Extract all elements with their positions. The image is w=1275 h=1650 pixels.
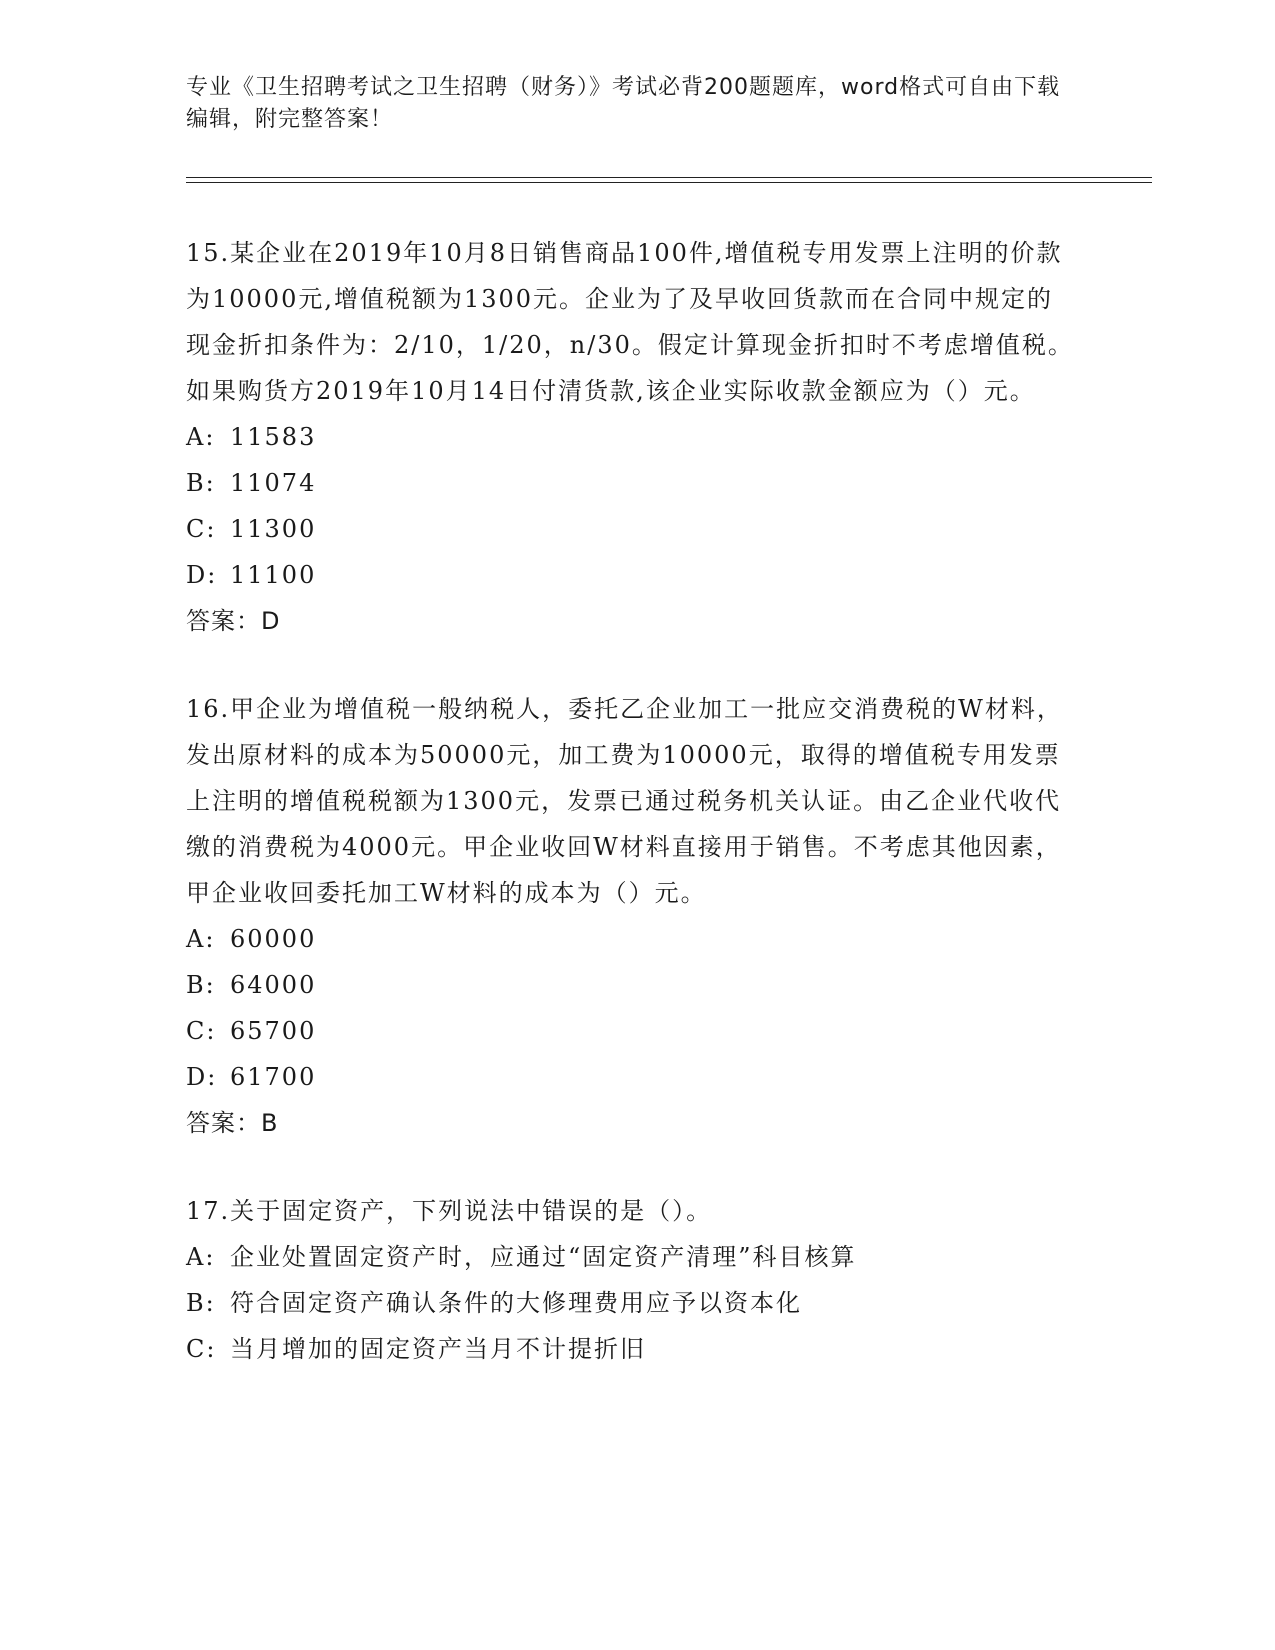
option-c bbox=[186, 1326, 1076, 1372]
option-key: A: bbox=[186, 1243, 216, 1271]
header-divider-bottom bbox=[186, 182, 1152, 183]
option-key: B: bbox=[186, 469, 216, 497]
option-c bbox=[186, 506, 1076, 552]
question-17 bbox=[186, 1188, 1076, 1372]
option-b bbox=[186, 962, 1076, 1008]
question-15 bbox=[186, 230, 1076, 644]
option-key: D: bbox=[186, 1063, 218, 1091]
option-text: 61700 bbox=[230, 1063, 317, 1091]
option-b bbox=[186, 460, 1076, 506]
option-text: 11300 bbox=[230, 515, 317, 543]
option-key: C: bbox=[186, 515, 217, 543]
option-d bbox=[186, 1054, 1076, 1100]
answer-label: 答案：D bbox=[186, 607, 281, 635]
option-key: C: bbox=[186, 1017, 217, 1045]
option-text: 60000 bbox=[230, 925, 317, 953]
question-stem: 15.某企业在2019年10月8日销售商品100件,增值税专用发票上注明的价款为10000元,增值税额为1300元。企业为了及早收回货款而在合同中规定的现金折扣条件为：2/10，1/20，n/30。假定计算现金折扣时不考虑增值税。如果购货方2019年10月14日付清货款,该企业实际收款金额应为（）元。 bbox=[186, 239, 1074, 405]
answer-label: 答案：B bbox=[186, 1109, 279, 1137]
option-d bbox=[186, 552, 1076, 598]
header-title: 专业《卫生招聘考试之卫生招聘（财务）》考试必背200题题库，word格式可自由下载编辑，附完整答案！ bbox=[186, 75, 1061, 132]
question-stem: 17.关于固定资产，下列说法中错误的是（）。 bbox=[186, 1197, 713, 1225]
option-text: 当月增加的固定资产当月不计提折旧 bbox=[230, 1335, 646, 1363]
question-stem: 16.甲企业为增值税一般纳税人，委托乙企业加工一批应交消费税的W材料，发出原材料的成本为50000元，加工费为10000元，取得的增值税专用发票上注明的增值税税额为1300元，发票已通过税务机关认证。由乙企业代收代缴的消费税为4000元。甲企业收回W材料直接用于销售。不考虑其他因素，甲企业收回委托加工W材料的成本为（）元。 bbox=[186, 695, 1063, 907]
document-header bbox=[186, 72, 1066, 136]
option-text: 符合固定资产确认条件的大修理费用应予以资本化 bbox=[230, 1289, 802, 1317]
option-key: B: bbox=[186, 1289, 216, 1317]
option-a bbox=[186, 414, 1076, 460]
option-key: A: bbox=[186, 423, 216, 451]
option-text: 11100 bbox=[230, 561, 317, 589]
option-a bbox=[186, 1234, 1076, 1280]
question-16 bbox=[186, 686, 1076, 1146]
option-text: 64000 bbox=[230, 971, 317, 999]
option-text: 11583 bbox=[230, 423, 317, 451]
option-key: C: bbox=[186, 1335, 217, 1363]
option-text: 企业处置固定资产时，应通过“固定资产清理”科目核算 bbox=[230, 1243, 857, 1271]
option-key: B: bbox=[186, 971, 216, 999]
option-text: 65700 bbox=[230, 1017, 317, 1045]
option-a bbox=[186, 916, 1076, 962]
question-list bbox=[186, 230, 1076, 1414]
option-b bbox=[186, 1280, 1076, 1326]
header-divider-top bbox=[186, 177, 1152, 178]
option-text: 11074 bbox=[230, 469, 317, 497]
option-key: A: bbox=[186, 925, 216, 953]
option-key: D: bbox=[186, 561, 218, 589]
option-c bbox=[186, 1008, 1076, 1054]
